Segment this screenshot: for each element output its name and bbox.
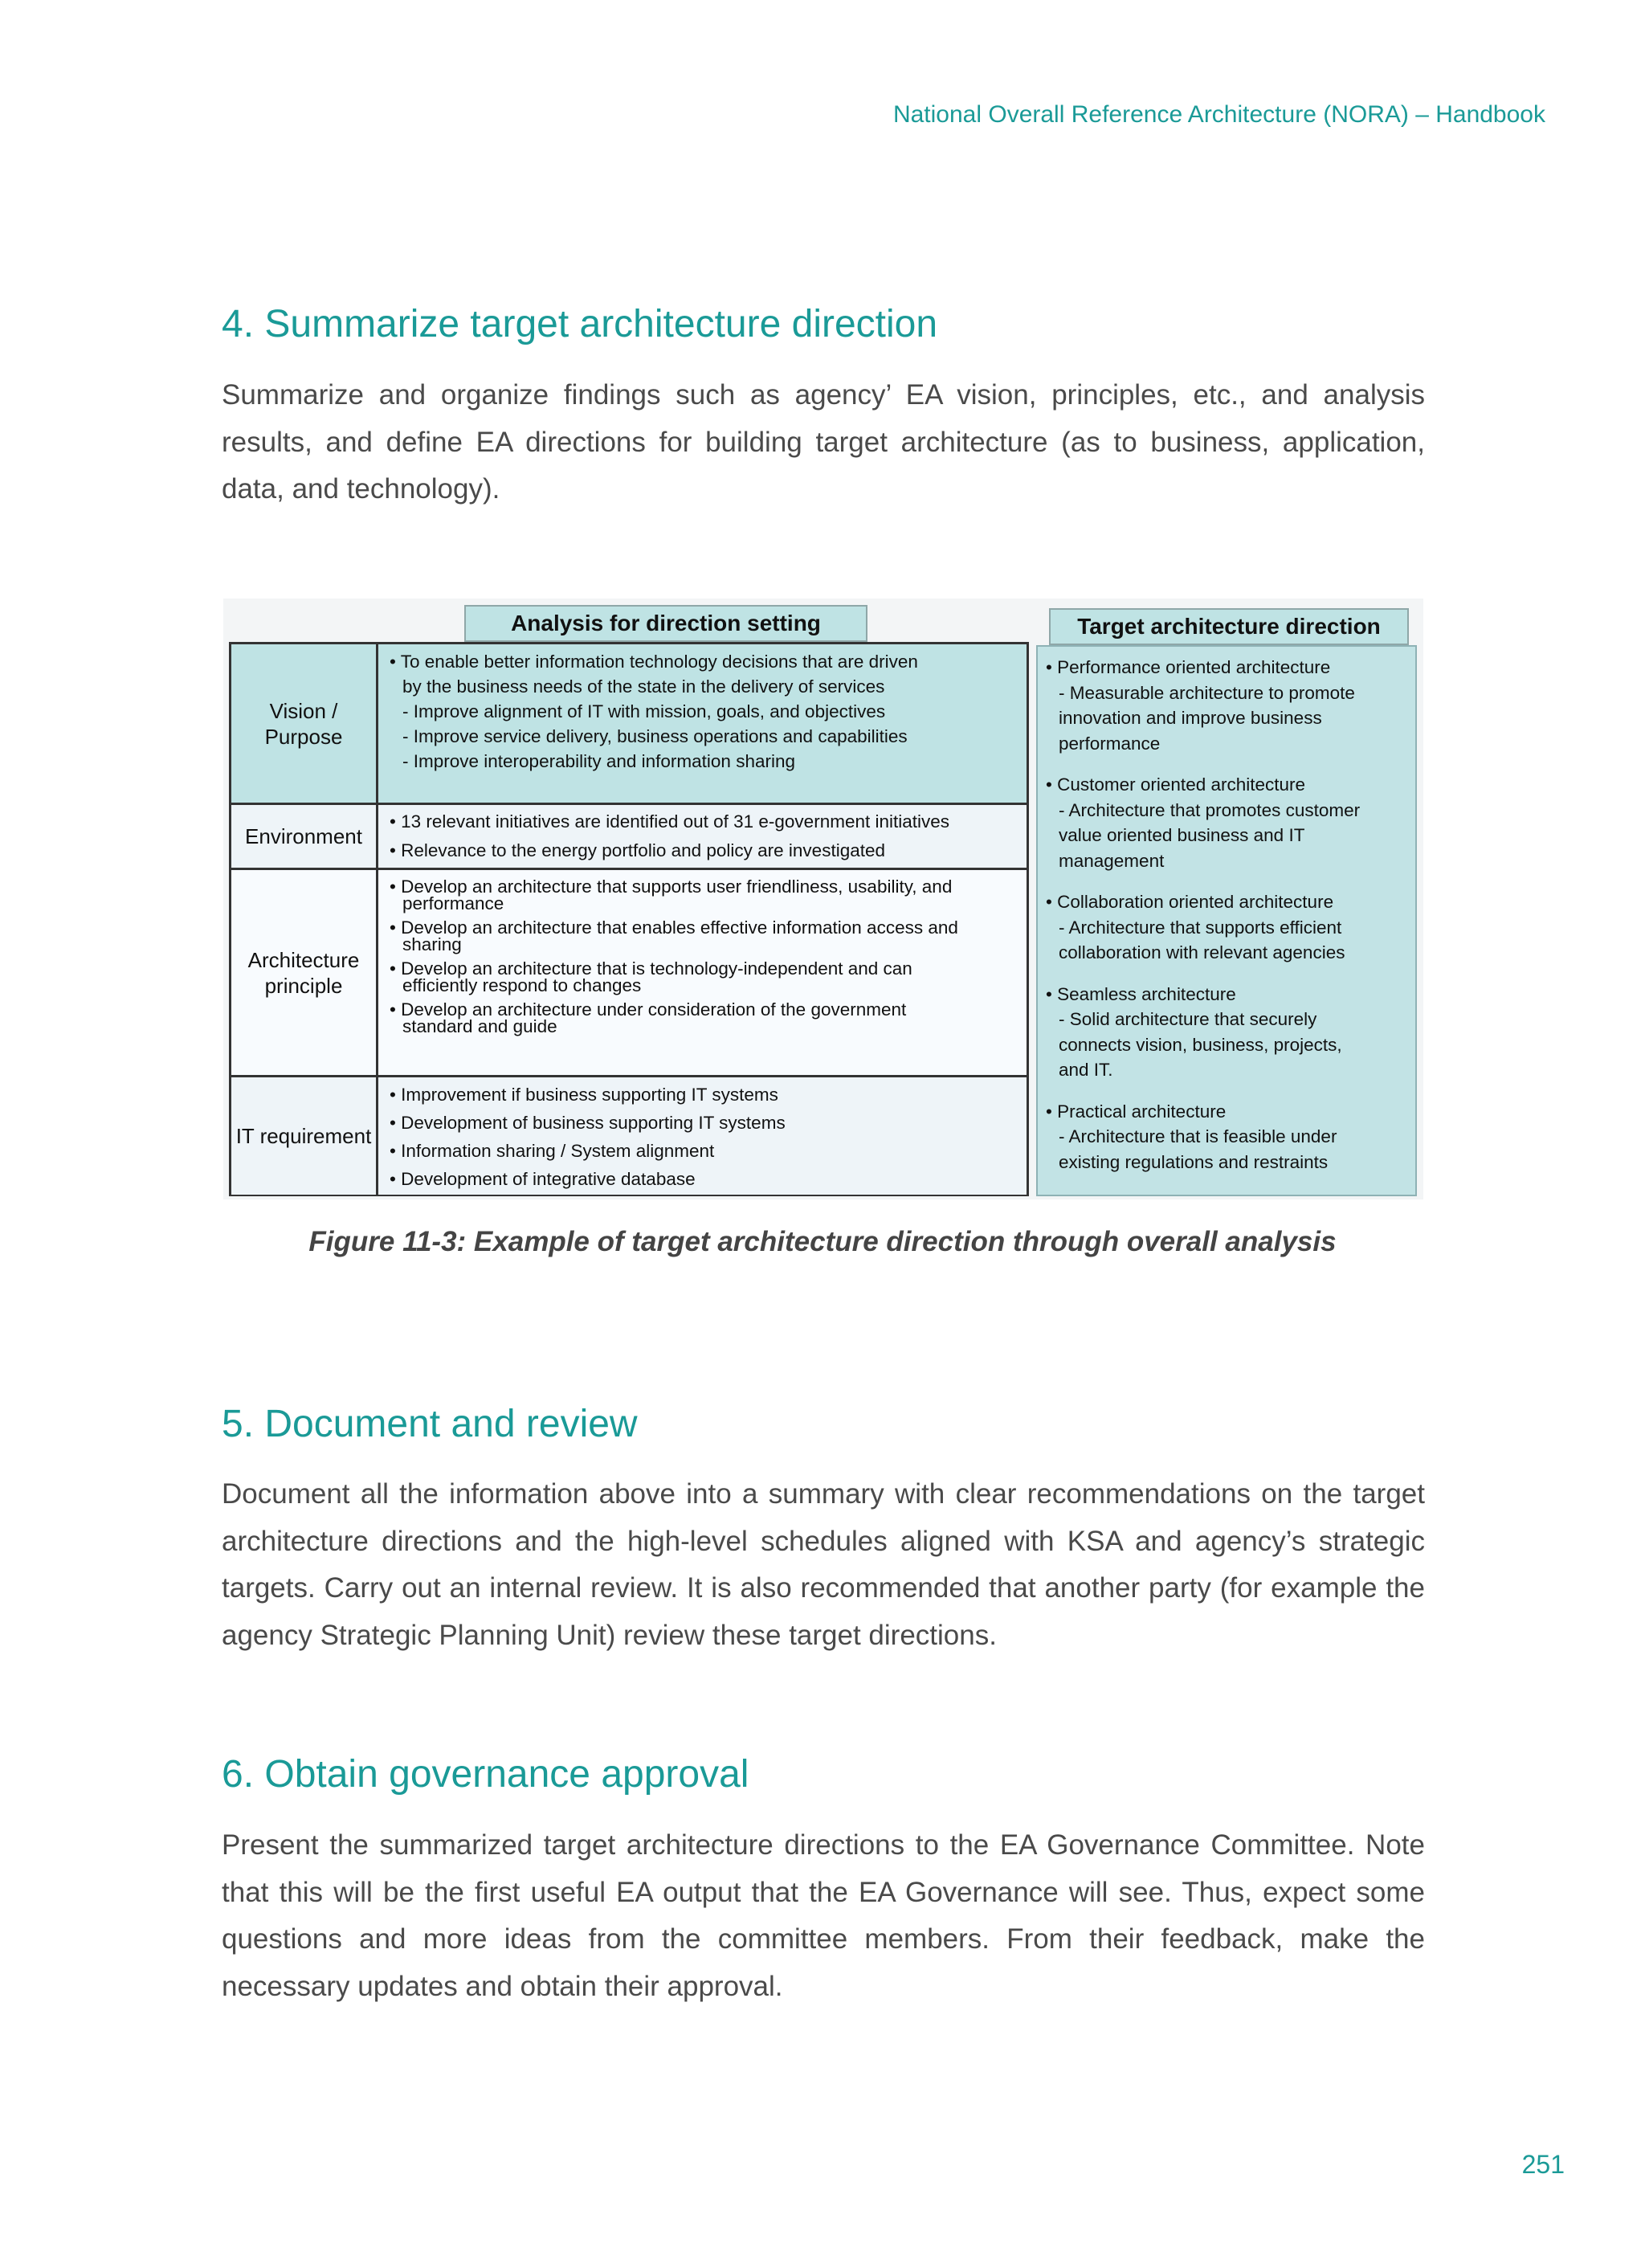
list-item: • Practical architecture <box>1046 1101 1227 1122</box>
list-item: performance <box>402 893 504 913</box>
list-item: - Measurable architecture to promote <box>1059 682 1355 703</box>
list-item: - Improve service delivery, business operations and capabilities <box>402 726 908 746</box>
list-item: connects vision, business, projects, <box>1059 1034 1342 1055</box>
list-item: • Develop an architecture that enables effective information access and <box>390 917 958 938</box>
analysis-table <box>229 642 1029 1196</box>
list-item: standard and guide <box>402 1016 557 1036</box>
running-header: National Overall Reference Architecture (NORA) – Handbook <box>892 101 1545 128</box>
list-item: management <box>1059 850 1165 871</box>
target-group <box>1046 889 1407 966</box>
row-label: Environment <box>231 805 378 868</box>
list-item: value oriented business and IT <box>1059 825 1305 845</box>
row-label: Vision / Purpose <box>231 644 378 803</box>
section-4-body: Summarize and organize findings such as agency’ EA vision, principles, etc., and analysis results, and define EA directions for building target architecture (as to business, application, data, and technology). <box>222 379 1425 505</box>
list-item: and IT. <box>1059 1060 1113 1080</box>
list-item: efficiently respond to changes <box>402 975 642 995</box>
list-item: • Develop an architecture that supports user friendliness, usability, and <box>390 877 953 897</box>
list-item: • Performance oriented architecture <box>1046 657 1331 677</box>
figure-11-3 <box>223 599 1423 1199</box>
list-item: innovation and improve business <box>1059 708 1322 728</box>
list-item: - Improve interoperability and information sharing <box>402 751 795 771</box>
target-group <box>1046 655 1407 756</box>
section-6-heading: 6. Obtain governance approval <box>222 1753 749 1796</box>
list-item: sharing <box>402 934 462 954</box>
list-item: collaboration with relevant agencies <box>1059 942 1345 962</box>
list-item: performance <box>1059 733 1161 754</box>
analysis-heading: Analysis for direction setting <box>464 605 867 642</box>
list-item: • 13 relevant initiatives are identified out of 31 e-government initiatives <box>390 811 950 832</box>
section-5-body: Document all the information above into a summary with clear recommendations on the target architecture directions and the high-level schedules aligned with KSA and agency’s strategic targets. Carry out an internal review. It is also recommended that another party (for example the agency Strategic Planning Unit) review these target directions. <box>222 1478 1425 1651</box>
section-5-heading: 5. Document and review <box>222 1403 638 1445</box>
section-6-body: Present the summarized target architecture directions to the EA Governance Committee. Note that this will be the first useful EA output that the EA Governance will see. Thus, expect some questions and more ideas from the committee members. From their feedback, make the necessary updates and obtain their approval. <box>222 1829 1425 2002</box>
row-label: IT requirement <box>231 1077 378 1195</box>
list-item: • Develop an architecture under consideration of the government <box>390 999 907 1020</box>
list-item: • Collaboration oriented architecture <box>1046 892 1334 912</box>
row-principle <box>231 870 1027 1077</box>
list-item: • Customer oriented architecture <box>1046 774 1306 795</box>
list-item: • Seamless architecture <box>1046 983 1236 1004</box>
list-item: existing regulations and restraints <box>1059 1151 1329 1172</box>
target-group <box>1046 982 1407 1083</box>
list-item: • To enable better information technology decisions that are driven <box>390 652 918 672</box>
target-group <box>1046 1099 1407 1175</box>
page-number: 251 <box>1521 2150 1565 2179</box>
list-item: - Architecture that supports efficient <box>1059 917 1342 938</box>
target-heading: Target architecture direction <box>1049 608 1409 645</box>
list-item: • Development of integrative database <box>390 1169 696 1189</box>
list-item: • Relevance to the energy portfolio and policy are investigated <box>390 840 886 860</box>
list-item: - Architecture that is feasible under <box>1059 1126 1337 1146</box>
row-it-requirement <box>231 1077 1027 1195</box>
list-item: • Improvement if business supporting IT systems <box>390 1085 778 1105</box>
list-item: • Information sharing / System alignment <box>390 1141 715 1161</box>
target-group <box>1046 772 1407 873</box>
figure-caption: Figure 11-3: Example of target architecture direction through overall analysis <box>308 1226 1337 1257</box>
row-vision <box>231 644 1027 805</box>
list-item: - Solid architecture that securely <box>1059 1009 1317 1029</box>
list-item: - Architecture that promotes customer <box>1059 799 1361 820</box>
list-item: - Improve alignment of IT with mission, goals, and objectives <box>402 701 886 721</box>
row-label: Architecture principle <box>231 870 378 1075</box>
list-item: • Develop an architecture that is technology-independent and can <box>390 958 912 979</box>
section-4-heading: 4. Summarize target architecture direction <box>222 303 938 345</box>
list-item: by the business needs of the state in the delivery of services <box>402 676 885 697</box>
list-item: • Development of business supporting IT systems <box>390 1113 786 1133</box>
target-direction-box <box>1036 645 1417 1196</box>
row-environment <box>231 805 1027 870</box>
